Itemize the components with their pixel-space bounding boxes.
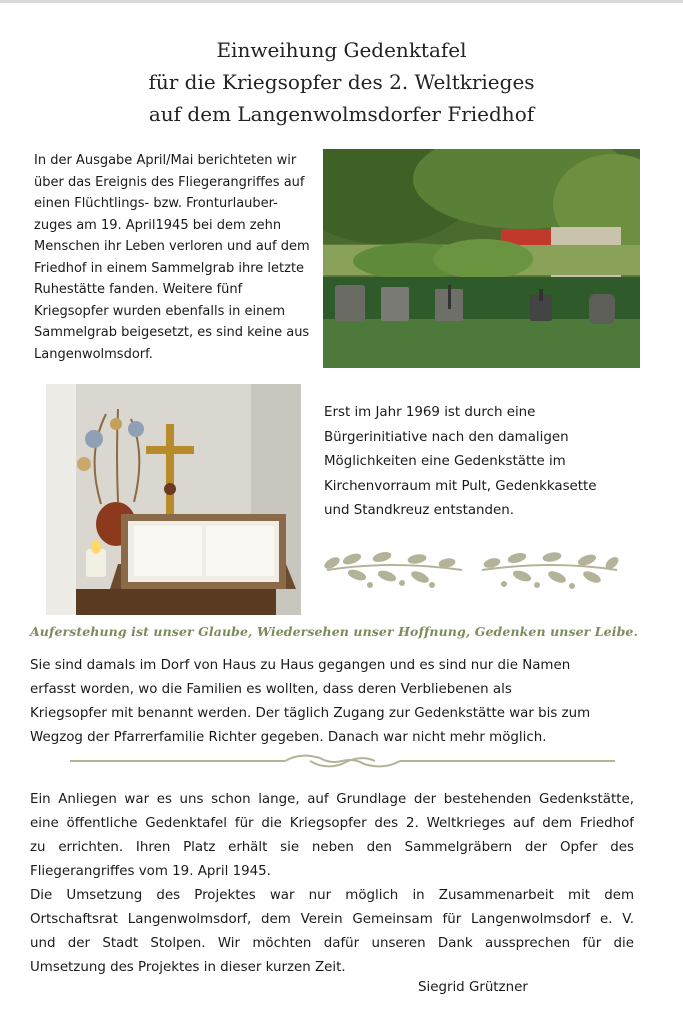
text-line: und Standkreuz entstanden. — [324, 503, 515, 518]
text-line: Wegzog der Pfarrerfamilie Richter gegeben. Danach war nicht mehr möglich. — [30, 730, 547, 745]
motto-quote: Auferstehung ist unser Glaube, Wiedersehen unser Hoffnung, Gedenken unser Leibe. — [30, 624, 638, 639]
text-line: Kriegsopfer wurden ebenfalls in einem — [34, 303, 286, 319]
cemetery-graves-photo — [323, 149, 640, 368]
text-line: Ortschaftsrat Langenwolmsdorf, dem Verein Gemeinsam für Langenwolmsdorf e. V. — [30, 912, 634, 927]
title-line: auf dem Langenwolmsdorfer Friedhof — [148, 102, 535, 126]
text-line: Fliegerangriffes vom 19. April 1945. — [30, 864, 271, 879]
text-line: zuges am 19. April1945 bei dem zehn — [34, 217, 282, 233]
text-line: einen Flüchtlings- bzw. Fronturlauber- — [34, 196, 278, 211]
text-line: Ein Anliegen war es uns schon lange, auf Grundlage der bestehenden Gedenkstätte, — [30, 792, 634, 807]
text-line: Erst im Jahr 1969 ist durch eine — [324, 405, 536, 420]
title-line: für die Kriegsopfer des 2. Weltkrieges — [148, 70, 535, 94]
text-line: über das Ereignis des Fliegerangriffes auf — [34, 174, 305, 190]
divider-ornament — [70, 750, 615, 772]
leaf-ornament — [322, 545, 622, 595]
text-line: Ruhestätte fanden. Weitere fünf — [34, 282, 243, 297]
text-line: Kirchenvorraum mit Pult, Gedenkkasette — [324, 478, 597, 494]
memorial-lectern-photo — [46, 384, 301, 615]
text-line: Bürgerinitiative nach den damaligen — [324, 429, 569, 445]
title-line: Einweihung Gedenktafel — [216, 38, 467, 62]
text-line: Umsetzung des Projektes in dieser kurzen Zeit. — [30, 960, 346, 975]
text-line: Möglichkeiten eine Gedenkstätte im — [324, 454, 566, 469]
text-line: Langenwolmsdorf. — [34, 346, 153, 362]
author-signature: Siegrid Grützner — [418, 980, 528, 995]
history-text — [324, 401, 654, 524]
text-line: Menschen ihr Leben verloren und auf dem — [34, 239, 310, 254]
text-line: und der Stadt Stolpen. Wir möchten dafür unseren Dank aussprechen für die — [30, 936, 634, 951]
text-line: Sie sind damals im Dorf von Haus zu Haus gegangen und es sind nur die Namen — [30, 658, 571, 673]
text-line: Friedhof in einem Sammelgrab ihre letzte — [34, 260, 305, 276]
intro-text — [34, 150, 314, 365]
text-line: In der Ausgabe April/Mai berichteten wir — [34, 153, 297, 168]
top-bar — [0, 0, 683, 3]
page-title — [0, 34, 683, 130]
paragraph-1 — [30, 654, 650, 750]
text-line: zu errichten. Ihren Platz erhält sie neben den Sammelgräbern der Opfer des — [30, 840, 634, 855]
paragraph-2 — [30, 788, 634, 884]
text-line: Kriegsopfer mit benannt werden. Der täglich Zugang zur Gedenkstätte war bis zum — [30, 706, 591, 721]
text-line: eine öffentliche Gedenktafel für die Kriegsopfer des 2. Weltkrieges auf dem Friedhof — [30, 816, 634, 831]
paragraph-3 — [30, 884, 634, 980]
text-line: Die Umsetzung des Projektes war nur möglich in Zusammenarbeit mit dem — [30, 888, 634, 903]
text-line: Sammelgrab beigesetzt, es sind keine aus — [34, 325, 310, 340]
text-line: erfasst worden, wo die Familien es wollten, dass deren Verbliebenen als — [30, 682, 512, 697]
